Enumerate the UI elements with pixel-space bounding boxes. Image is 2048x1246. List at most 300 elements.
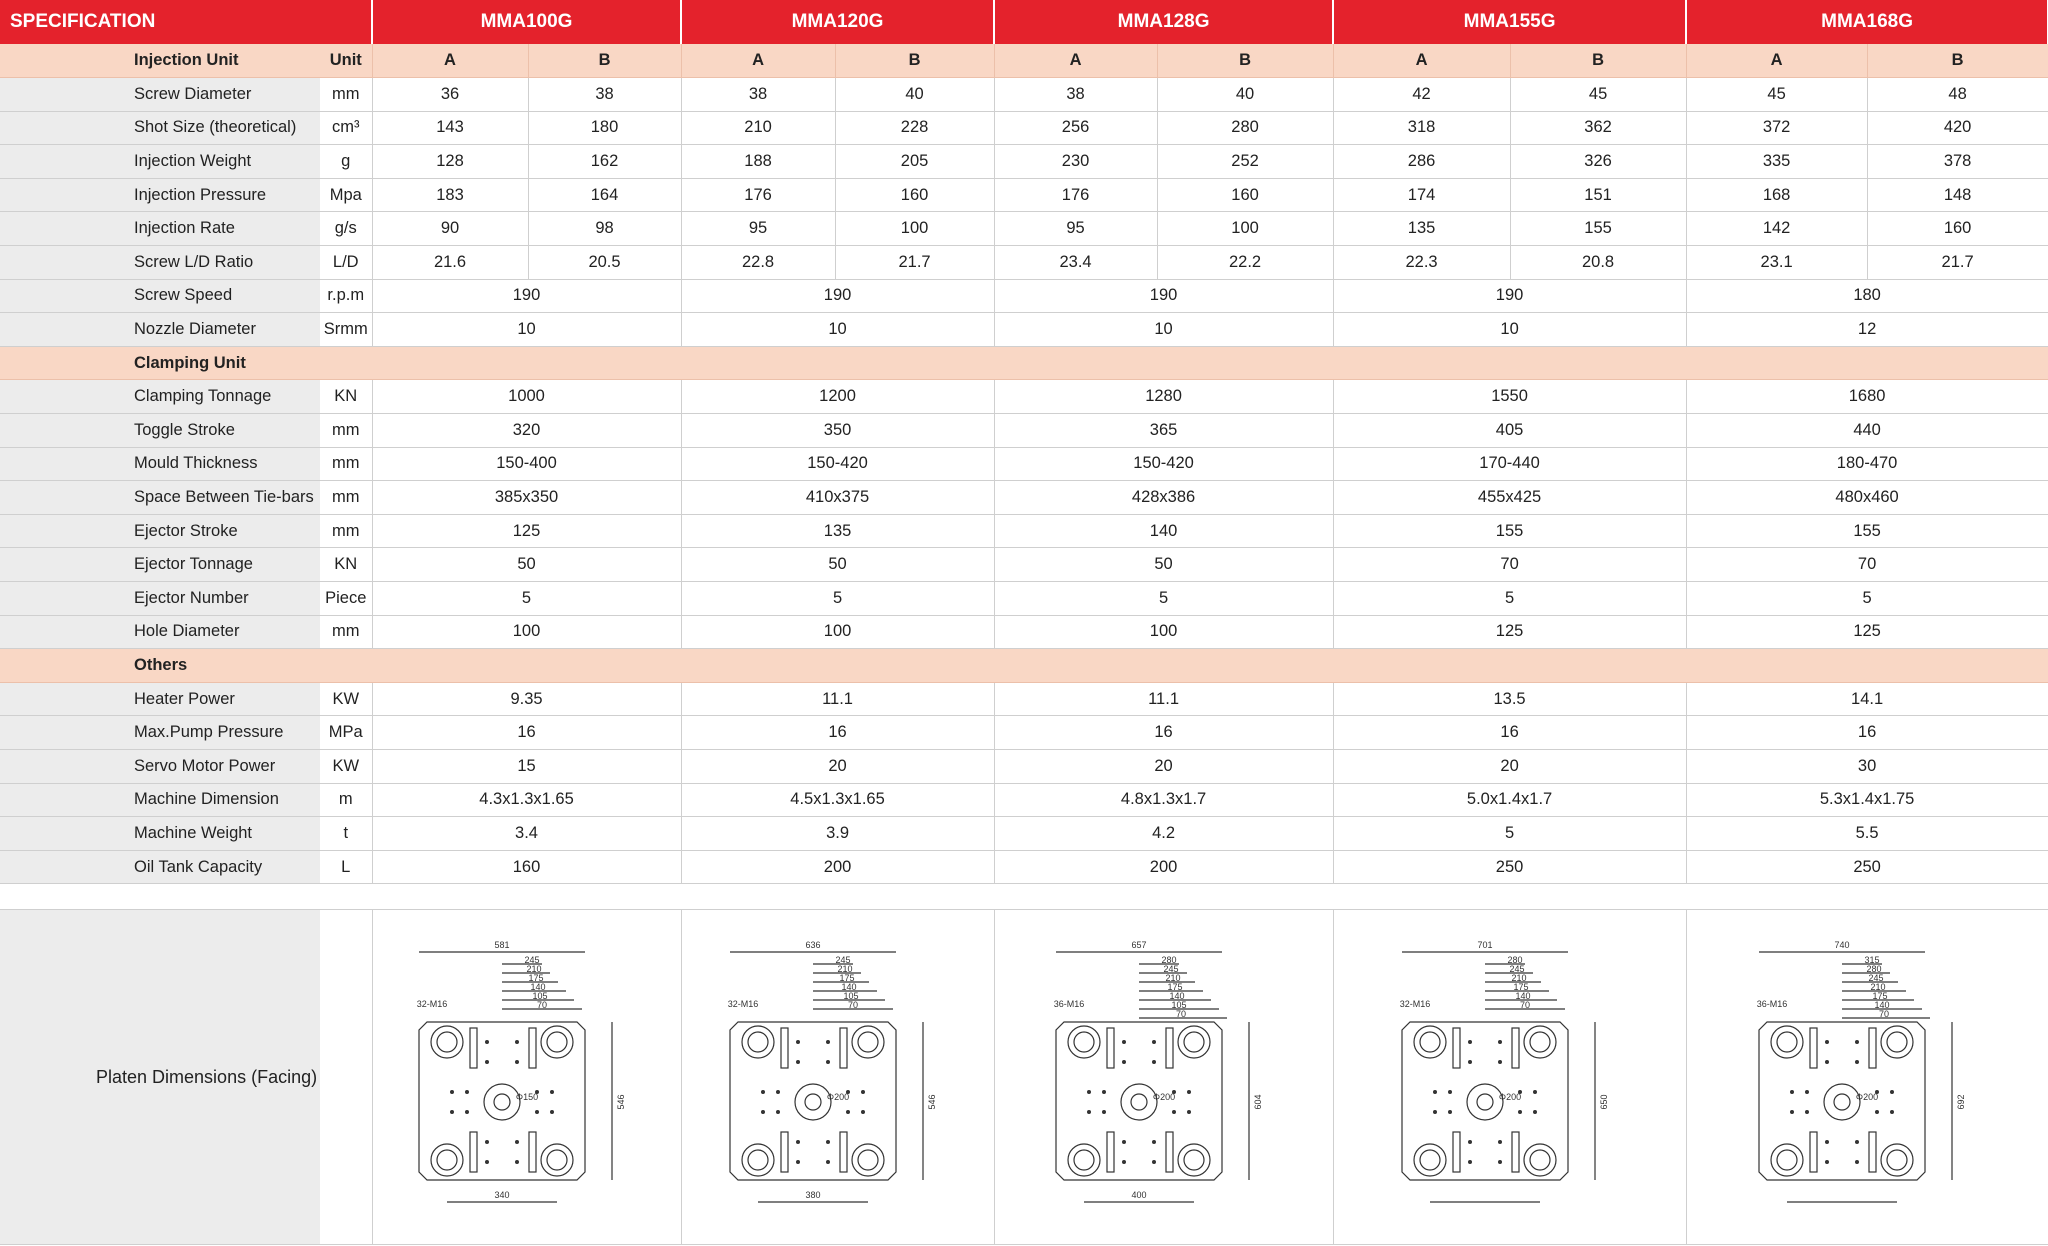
slot [470,1132,477,1172]
slot [1869,1028,1876,1068]
bolt-hole [796,1060,800,1064]
platen-outline [419,1022,585,1180]
value-cell: 176 [681,178,835,212]
tie-bar-hole [1068,1144,1100,1176]
row-label: Screw Diameter [0,78,320,112]
tie-bar-hole [431,1144,463,1176]
tie-bar-hole-inner [1777,1150,1797,1170]
value-cell: 45 [1510,78,1686,112]
row-label: Toggle Stroke [0,414,320,448]
value-cell: 150-400 [372,447,681,481]
value-cell: 45 [1686,78,1867,112]
tie-bar-hole [1881,1144,1913,1176]
value-cell: 155 [1333,514,1686,548]
bolt-hole [1498,1040,1502,1044]
tie-bar-hole-inner [437,1032,457,1052]
value-cell: 1550 [1333,380,1686,414]
row-unit: KW [320,749,372,783]
value-cell: 160 [372,850,681,884]
row-label: Oil Tank Capacity [0,850,320,884]
ejector-hole [1477,1094,1493,1110]
ejector-hole [1834,1094,1850,1110]
bolt-hole [1152,1140,1156,1144]
bolt-hole [450,1110,454,1114]
tie-bar-hole-inner [1887,1150,1907,1170]
section-title: Others [0,649,320,683]
value-cell: 50 [681,548,994,582]
dimension-label: 692 [1956,1094,1967,1110]
slot [1453,1028,1460,1068]
bolt-hole [1102,1090,1106,1094]
value-cell: 12 [1686,313,2048,347]
row-unit: Mpa [320,178,372,212]
value-cell: 142 [1686,212,1867,246]
value-cell: 5 [994,582,1333,616]
variant-header: B [1510,44,1686,78]
platen-label: Platen Dimensions (Facing) [0,910,320,1245]
dimension-label: Φ150 [515,1092,538,1103]
dimension-label: 32-M16 [416,999,447,1010]
platen-unit-spacer [320,910,372,1245]
locating-ring [1467,1084,1503,1120]
value-cell: 188 [681,145,835,179]
value-cell: 326 [1510,145,1686,179]
tie-bar-hole [1414,1026,1446,1058]
slot [1453,1132,1460,1172]
tie-bar-hole-inner [1420,1150,1440,1170]
bolt-hole [1172,1110,1176,1114]
bolt-hole [1122,1140,1126,1144]
dimension-label: 210 [837,964,853,975]
value-cell: 176 [994,178,1157,212]
model-header: MMA120G [681,0,994,44]
value-cell: 20.8 [1510,246,1686,280]
platen-row [0,910,2048,1245]
value-cell: 15 [372,749,681,783]
value-cell: 100 [835,212,994,246]
row-unit: Srmm [320,313,372,347]
dimension-label: 175 [528,973,544,984]
section-fill [320,649,2048,683]
spec-row [0,414,2048,448]
tie-bar-hole-inner [1074,1150,1094,1170]
dimension-label: Φ200 [826,1092,849,1103]
value-cell: 168 [1686,178,1867,212]
value-cell: 174 [1333,178,1510,212]
value-cell: 1200 [681,380,994,414]
value-cell: 10 [994,313,1333,347]
row-label: Ejector Stroke [0,514,320,548]
tie-bar-hole-inner [437,1150,457,1170]
row-label: Injection Rate [0,212,320,246]
row-label: Nozzle Diameter [0,313,320,347]
value-cell: 23.1 [1686,246,1867,280]
bolt-hole [1468,1040,1472,1044]
bolt-hole [1533,1090,1537,1094]
value-cell: 230 [994,145,1157,179]
bolt-hole [1448,1110,1452,1114]
dimension-label: 175 [1513,982,1529,993]
tie-bar-hole [1881,1026,1913,1058]
spec-row [0,246,2048,280]
tie-bar-hole [852,1026,884,1058]
row-label: Shot Size (theoretical) [0,111,320,145]
bolt-hole [1855,1140,1859,1144]
value-cell: 335 [1686,145,1867,179]
dimension-label: 636 [805,940,821,951]
value-cell: 143 [372,111,528,145]
tie-bar-hole-inner [547,1150,567,1170]
value-cell: 95 [994,212,1157,246]
platen-drawing-cell [681,910,994,1245]
value-cell: 160 [1157,178,1333,212]
bolt-hole [826,1040,830,1044]
value-cell: 155 [1510,212,1686,246]
value-cell: 10 [681,313,994,347]
value-cell: 70 [1686,548,2048,582]
dimension-label: 581 [494,940,510,951]
bolt-hole [1825,1140,1829,1144]
row-label: Servo Motor Power [0,749,320,783]
ejector-hole [1131,1094,1147,1110]
dimension-label: 340 [494,1190,510,1201]
dimension-label: 657 [1131,940,1147,951]
bolt-hole [1498,1160,1502,1164]
value-cell: 23.4 [994,246,1157,280]
value-cell: 320 [372,414,681,448]
spacer [0,884,2048,910]
spec-row [0,615,2048,649]
dimension-label: 70 [1175,1009,1186,1020]
bolt-hole [761,1110,765,1114]
platen-outline [1056,1022,1222,1180]
value-cell: 440 [1686,414,2048,448]
tie-bar-hole [742,1144,774,1176]
platen-drawing [1375,932,1645,1232]
value-cell: 150-420 [681,447,994,481]
spec-row [0,817,2048,851]
bolt-hole [1825,1040,1829,1044]
bolt-hole [796,1160,800,1164]
ejector-hole [494,1094,510,1110]
slot [1512,1132,1519,1172]
value-cell: 38 [528,78,681,112]
dimension-label: 70 [847,1000,858,1011]
value-cell: 365 [994,414,1333,448]
value-cell: 372 [1686,111,1867,145]
value-cell: 100 [372,615,681,649]
value-cell: 135 [681,514,994,548]
bolt-hole [1805,1090,1809,1094]
bolt-hole [1433,1090,1437,1094]
value-cell: 3.9 [681,817,994,851]
value-cell: 420 [1867,111,2048,145]
dimension-label: 650 [1598,1094,1609,1110]
tie-bar-hole-inner [1074,1032,1094,1052]
variant-header: A [1333,44,1510,78]
bolt-hole [450,1090,454,1094]
bolt-hole [1102,1110,1106,1114]
dimension-label: 36-M16 [1053,999,1084,1010]
spec-row [0,145,2048,179]
bolt-hole [826,1140,830,1144]
row-unit: mm [320,414,372,448]
dimension-label: 546 [926,1094,937,1110]
dimension-label: 280 [1507,955,1523,966]
value-cell: 90 [372,212,528,246]
row-unit: mm [320,78,372,112]
dimension-label: 32-M16 [1399,999,1430,1010]
value-cell: 125 [372,514,681,548]
bolt-hole [550,1090,554,1094]
bolt-hole [515,1060,519,1064]
tie-bar-hole [1771,1144,1803,1176]
dimension-label: 210 [526,964,542,975]
row-unit: g [320,145,372,179]
tie-bar-hole [1414,1144,1446,1176]
tie-bar-hole-inner [1420,1032,1440,1052]
value-cell: 50 [372,548,681,582]
value-cell: 16 [994,716,1333,750]
value-cell: 4.3x1.3x1.65 [372,783,681,817]
section-row-others [0,649,2048,683]
slot [1107,1028,1114,1068]
model-header: MMA155G [1333,0,1686,44]
value-cell: 410x375 [681,481,994,515]
platen-outline [1402,1022,1568,1180]
spec-row [0,548,2048,582]
bolt-hole [515,1140,519,1144]
dimension-label: 105 [532,991,548,1002]
dimension-label: 70 [1879,1009,1890,1020]
slot [1810,1028,1817,1068]
spec-row [0,716,2048,750]
value-cell: 3.4 [372,817,681,851]
dimension-label: 380 [805,1190,821,1201]
locating-ring [1121,1084,1157,1120]
bolt-hole [1468,1160,1472,1164]
slot [1810,1132,1817,1172]
value-cell: 20 [994,749,1333,783]
value-cell: 160 [835,178,994,212]
section-fill [320,346,2048,380]
spec-row [0,783,2048,817]
value-cell: 36 [372,78,528,112]
bolt-hole [1087,1090,1091,1094]
model-header: MMA100G [372,0,681,44]
value-cell: 1000 [372,380,681,414]
platen-drawing-cell [372,910,681,1245]
platen-drawing [392,932,662,1232]
locating-ring [1824,1084,1860,1120]
value-cell: 250 [1333,850,1686,884]
value-cell: 162 [528,145,681,179]
dimension-label: 210 [1870,982,1886,993]
value-cell: 148 [1867,178,2048,212]
value-cell: 405 [1333,414,1686,448]
tie-bar-hole-inner [1887,1032,1907,1052]
dimension-label: 140 [1169,991,1185,1002]
bolt-hole [1122,1060,1126,1064]
spec-row [0,78,2048,112]
dimension-label: Φ200 [1152,1092,1175,1103]
row-unit: mm [320,447,372,481]
row-label: Mould Thickness [0,447,320,481]
value-cell: 5 [1333,817,1686,851]
row-label: Hole Diameter [0,615,320,649]
value-cell: 155 [1686,514,2048,548]
dimension-label: Φ200 [1855,1092,1879,1103]
dimension-label: 140 [1515,991,1531,1002]
value-cell: 150-420 [994,447,1333,481]
platen-drawing-cell [1333,910,1686,1245]
dimension-label: 245 [1868,973,1884,984]
value-cell: 42 [1333,78,1510,112]
section-title: Injection Unit [0,44,320,78]
value-cell: 40 [1157,78,1333,112]
row-unit: r.p.m [320,279,372,313]
platen-drawing-cell [1686,910,2048,1245]
value-cell: 5 [1333,582,1686,616]
spec-row [0,749,2048,783]
tie-bar-hole-inner [1184,1150,1204,1170]
variant-header: B [528,44,681,78]
platen-drawing [703,932,973,1232]
row-label: Space Between Tie-bars [0,481,320,515]
spec-row [0,111,2048,145]
dimension-label: 400 [1131,1190,1147,1201]
dimension-label: 105 [843,991,859,1002]
value-cell: 38 [681,78,835,112]
dimension-label: 140 [841,982,857,993]
spec-row [0,582,2048,616]
spec-row [0,279,2048,313]
tie-bar-hole [1068,1026,1100,1058]
dimension-label: 175 [1167,982,1183,993]
platen-drawing-cell [994,910,1333,1245]
tie-bar-hole [541,1026,573,1058]
bolt-hole [1855,1160,1859,1164]
value-cell: 14.1 [1686,682,2048,716]
row-label: Machine Dimension [0,783,320,817]
bolt-hole [1875,1110,1879,1114]
variant-header: B [1157,44,1333,78]
value-cell: 20.5 [528,246,681,280]
tie-bar-hole [1178,1026,1210,1058]
bolt-hole [485,1160,489,1164]
bolt-hole [1855,1060,1859,1064]
value-cell: 22.2 [1157,246,1333,280]
spec-row [0,212,2048,246]
platen-drawing [1732,932,2002,1232]
dimension-label: 210 [1165,973,1181,984]
row-unit: Piece [320,582,372,616]
value-cell: 20 [681,749,994,783]
bolt-hole [826,1160,830,1164]
slot [1107,1132,1114,1172]
tie-bar-hole-inner [1530,1150,1550,1170]
slot [1166,1028,1173,1068]
row-unit: mm [320,615,372,649]
value-cell: 95 [681,212,835,246]
variant-header: A [681,44,835,78]
value-cell: 16 [1333,716,1686,750]
bolt-hole [861,1110,865,1114]
value-cell: 70 [1333,548,1686,582]
row-label: Heater Power [0,682,320,716]
row-unit: MPa [320,716,372,750]
dimension-label: 70 [536,1000,547,1011]
bolt-hole [550,1110,554,1114]
value-cell: 151 [1510,178,1686,212]
bolt-hole [796,1140,800,1144]
dimension-label: 105 [1171,1000,1187,1011]
dimension-label: 245 [1163,964,1179,975]
value-cell: 280 [1157,111,1333,145]
header-row [0,0,2048,44]
value-cell: 21.7 [835,246,994,280]
bolt-hole [776,1110,780,1114]
dimension-label: 175 [839,973,855,984]
value-cell: 16 [372,716,681,750]
value-cell: 50 [994,548,1333,582]
value-cell: 1280 [994,380,1333,414]
bolt-hole [796,1040,800,1044]
section-title: Clamping Unit [0,346,320,380]
dimension-label: 70 [1519,1000,1530,1011]
tie-bar-hole-inner [858,1150,878,1170]
slot [1166,1132,1173,1172]
dimension-label: 175 [1872,991,1888,1002]
platen-outline [1759,1022,1925,1180]
row-unit: KN [320,548,372,582]
value-cell: 190 [1333,279,1686,313]
row-label: Injection Pressure [0,178,320,212]
unit-header: Unit [320,44,372,78]
value-cell: 318 [1333,111,1510,145]
tie-bar-hole [1524,1144,1556,1176]
tie-bar-hole-inner [1530,1032,1550,1052]
value-cell: 5.0x1.4x1.7 [1333,783,1686,817]
bolt-hole [1087,1110,1091,1114]
spec-row [0,481,2048,515]
slot [1869,1132,1876,1172]
slot [781,1028,788,1068]
value-cell: 16 [1686,716,2048,750]
value-cell: 9.35 [372,682,681,716]
bolt-hole [1825,1060,1829,1064]
value-cell: 135 [1333,212,1510,246]
bolt-hole [1498,1060,1502,1064]
row-label: Injection Weight [0,145,320,179]
row-label: Clamping Tonnage [0,380,320,414]
tie-bar-hole-inner [748,1150,768,1170]
value-cell: 252 [1157,145,1333,179]
variant-header: A [372,44,528,78]
tie-bar-hole-inner [858,1032,878,1052]
value-cell: 205 [835,145,994,179]
bolt-hole [1805,1110,1809,1114]
bolt-hole [485,1040,489,1044]
spec-row [0,447,2048,481]
tie-bar-hole-inner [547,1032,567,1052]
tie-bar-hole-inner [1184,1032,1204,1052]
slot [840,1132,847,1172]
value-cell: 228 [835,111,994,145]
dimension-label: 32-M16 [727,999,758,1010]
value-cell: 13.5 [1333,682,1686,716]
value-cell: 250 [1686,850,2048,884]
